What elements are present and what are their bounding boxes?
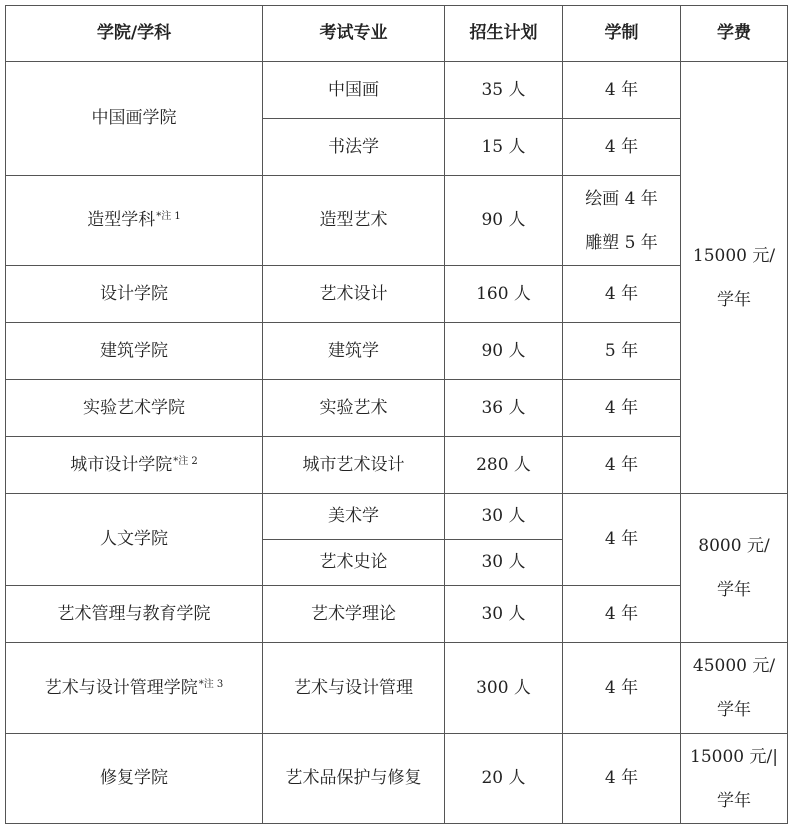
plan-cell: 160 人 [445, 266, 563, 323]
college-cell: 人文学院 [6, 494, 263, 586]
table-row [6, 266, 788, 323]
years-cell: 5 年 [563, 323, 681, 380]
plan-cell: 30 人 [445, 494, 563, 540]
college-cell [6, 437, 263, 494]
college-name: 艺术与设计管理学院 [44, 677, 198, 698]
college-name: 造型学科 [87, 210, 156, 231]
fee-cell [681, 643, 788, 734]
major-cell: 艺术品保护与修复 [263, 734, 445, 824]
plan-cell: 15 人 [445, 119, 563, 176]
years-cell: 4 年 [563, 437, 681, 494]
footnote-mark: *注 2 [173, 455, 198, 467]
table-row [6, 62, 788, 119]
college-cell: 中国画学院 [6, 62, 263, 176]
major-cell: 建筑学 [263, 323, 445, 380]
plan-cell: 90 人 [445, 323, 563, 380]
fee-amount: 15000 元/| [690, 746, 778, 767]
college-cell: 修复学院 [6, 734, 263, 824]
major-cell: 城市艺术设计 [263, 437, 445, 494]
table-row [6, 494, 788, 540]
major-cell: 书法学 [263, 119, 445, 176]
fee-cell [681, 494, 788, 643]
plan-cell: 30 人 [445, 540, 563, 586]
major-cell: 造型艺术 [263, 176, 445, 266]
table-row [6, 437, 788, 494]
table-row [6, 380, 788, 437]
college-cell: 实验艺术学院 [6, 380, 263, 437]
major-cell: 美术学 [263, 494, 445, 540]
fee-unit: 学年 [717, 580, 751, 600]
plan-cell: 30 人 [445, 586, 563, 643]
major-cell: 艺术史论 [263, 540, 445, 586]
table-row [6, 586, 788, 643]
fee-amount: 15000 元/ [692, 245, 776, 266]
fee-unit: 学年 [717, 790, 751, 811]
fee-unit: 学年 [717, 289, 751, 310]
header-college: 学院/学科 [6, 6, 263, 62]
years-cell: 4 年 [563, 119, 681, 176]
table-row [6, 734, 788, 824]
years-cell: 4 年 [563, 586, 681, 643]
major-cell: 艺术与设计管理 [263, 643, 445, 734]
enrollment-table [5, 5, 788, 824]
major-cell: 艺术设计 [263, 266, 445, 323]
college-name: 城市设计学院 [70, 454, 173, 475]
major-cell: 艺术学理论 [263, 586, 445, 643]
header-fee: 学费 [681, 6, 788, 62]
years-cell [563, 176, 681, 266]
footnote-mark: *注 1 [156, 211, 181, 223]
header-years: 学制 [563, 6, 681, 62]
years-cell: 4 年 [563, 643, 681, 734]
plan-cell: 35 人 [445, 62, 563, 119]
years-cell: 4 年 [563, 494, 681, 586]
major-cell: 中国画 [263, 62, 445, 119]
college-cell: 设计学院 [6, 266, 263, 323]
years-cell: 4 年 [563, 62, 681, 119]
header-major: 考试专业 [263, 6, 445, 62]
years-cell: 4 年 [563, 734, 681, 824]
plan-cell: 20 人 [445, 734, 563, 824]
table-row [6, 176, 788, 266]
plan-cell: 300 人 [445, 643, 563, 734]
years-sculpture: 雕塑 5 年 [585, 232, 658, 253]
major-cell: 实验艺术 [263, 380, 445, 437]
fee-unit: 学年 [717, 700, 751, 720]
fee-cell [681, 62, 788, 494]
fee-amount: 45000 元/ [692, 656, 776, 676]
table-row [6, 323, 788, 380]
table-row [6, 643, 788, 734]
college-cell: 建筑学院 [6, 323, 263, 380]
fee-amount: 8000 元/ [698, 536, 770, 556]
years-cell: 4 年 [563, 380, 681, 437]
footnote-mark: *注 3 [198, 678, 224, 690]
college-cell [6, 643, 263, 734]
years-cell: 4 年 [563, 266, 681, 323]
plan-cell: 90 人 [445, 176, 563, 266]
college-cell [6, 176, 263, 266]
years-painting: 绘画 4 年 [585, 188, 658, 209]
plan-cell: 36 人 [445, 380, 563, 437]
header-row [6, 6, 788, 62]
college-cell: 艺术管理与教育学院 [6, 586, 263, 643]
header-plan: 招生计划 [445, 6, 563, 62]
fee-cell [681, 734, 788, 824]
plan-cell: 280 人 [445, 437, 563, 494]
